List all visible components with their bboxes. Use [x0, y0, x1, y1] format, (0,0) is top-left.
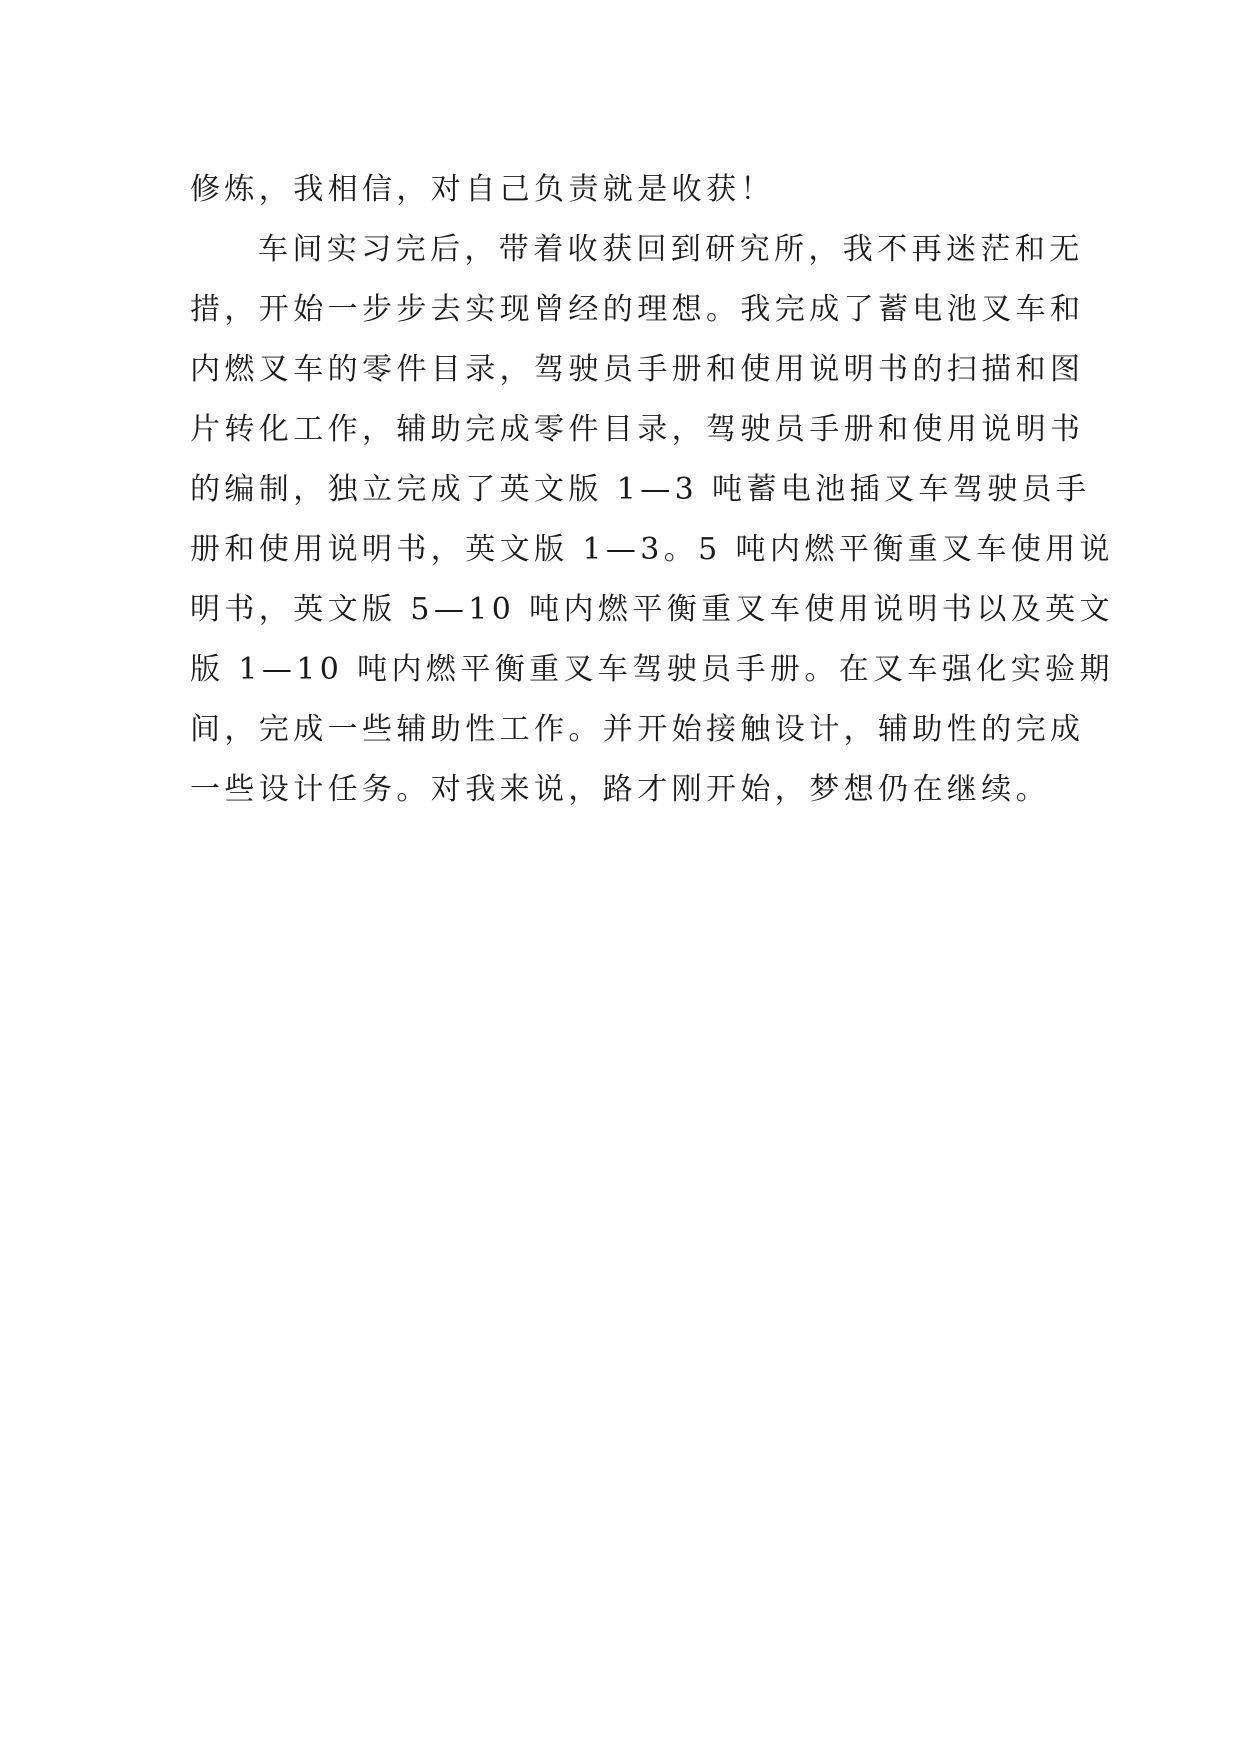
- text-line: 明书，英文版 5—10 吨内燃平衡重叉车使用说明书以及英文: [190, 592, 1114, 627]
- document-body: [190, 160, 1114, 820]
- text-line: 册和使用说明书，英文版 1—3。5 吨内燃平衡重叉车使用说: [190, 532, 1114, 567]
- text-line: 修炼，我相信，对自己负责就是收获！: [190, 172, 775, 207]
- text-line: 版 1—10 吨内燃平衡重叉车驾驶员手册。在叉车强化实验期: [190, 652, 1114, 687]
- text-line: 片转化工作，辅助完成零件目录，驾驶员手册和使用说明书: [190, 412, 1085, 447]
- text-line: 内燃叉车的零件目录，驾驶员手册和使用说明书的扫描和图: [190, 352, 1085, 387]
- paragraph-1: [190, 160, 1050, 220]
- text-line: 措，开始一步步去实现曾经的理想。我完成了蓄电池叉车和: [190, 292, 1085, 327]
- paragraph-2: [190, 220, 1114, 820]
- text-line: 的编制，独立完成了英文版 1—3 吨蓄电池插叉车驾驶员手: [190, 472, 1091, 507]
- text-line: 间，完成一些辅助性工作。并开始接触设计，辅助性的完成: [190, 712, 1085, 747]
- text-line: 车间实习完后，带着收获回到研究所，我不再迷茫和无: [258, 232, 1084, 267]
- text-line: 一些设计任务。对我来说，路才刚开始，梦想仍在继续。: [190, 772, 1050, 807]
